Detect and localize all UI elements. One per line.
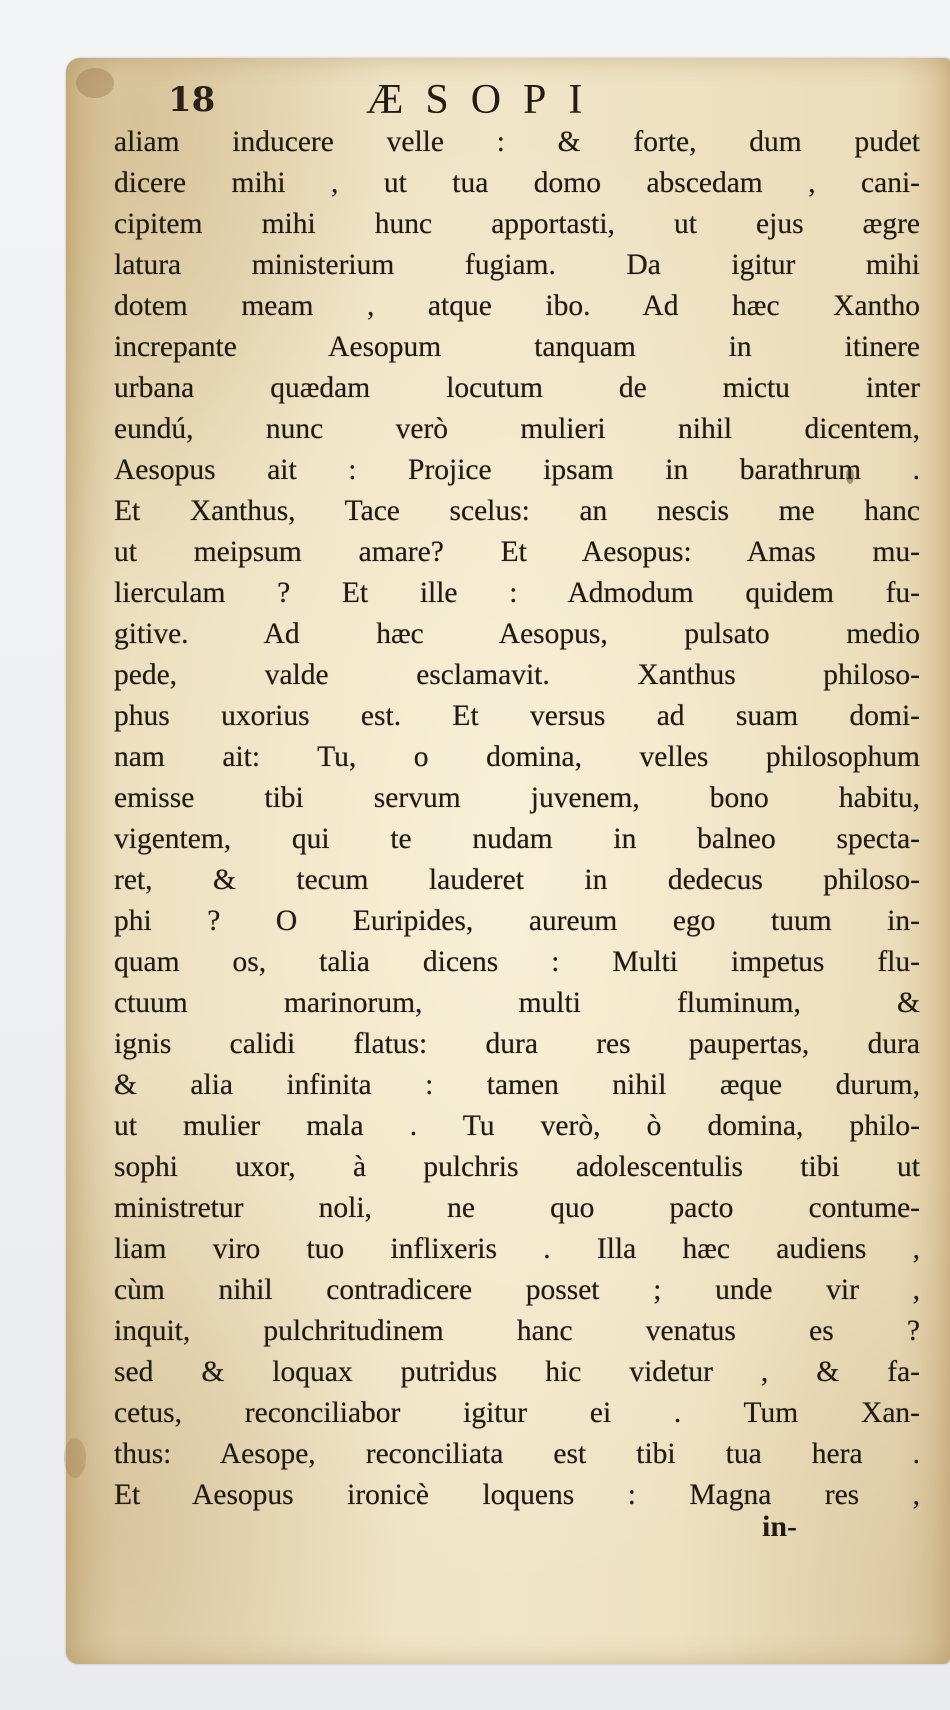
text-line: & alia infinita : tamen nihil æque durum, [114, 1069, 920, 1101]
text-line: ministretur noli, ne quo pacto contume- [114, 1192, 920, 1224]
text-line: ctuum marinorum, multi fluminum, & [114, 987, 920, 1019]
text-line: ut meipsum amare? Et Aesopus: Amas mu- [114, 536, 920, 568]
text-line: cipitem mihi hunc apportasti, ut ejus ægre [114, 208, 920, 240]
text-line: aliam inducere velle : & forte, dum pudet [114, 126, 920, 158]
text-line: dotem meam , atque ibo. Ad hæc Xantho [114, 290, 920, 322]
book-page [66, 58, 950, 1664]
running-head: ÆSOPI [366, 77, 605, 123]
text-line: urbana quædam locutum de mictu inter [114, 372, 920, 404]
text-line: eundú, nunc verò mulieri nihil dicentem, [114, 413, 920, 445]
text-line: Aesopus ait : Projice ipsam in barathrum . [114, 454, 920, 486]
text-line: ut mulier mala . Tu verò, ò domina, philo- [114, 1110, 920, 1142]
text-line: liam viro tuo inflixeris . Illa hæc audiens , [114, 1233, 920, 1265]
catchword-row [66, 1510, 950, 1554]
text-line: vigentem, qui te nudam in balneo specta- [114, 823, 920, 855]
catchword: in- [762, 1510, 798, 1543]
stain-mark [64, 1438, 86, 1478]
text-line: emisse tibi servum juvenem, bono habitu, [114, 782, 920, 814]
text-line: sophi uxor, à pulchris adolescentulis tibi ut [114, 1151, 920, 1183]
text-block [114, 122, 920, 1516]
text-line: phi ? O Euripides, aureum ego tuum in- [114, 905, 920, 937]
text-line: cetus, reconciliabor igitur ei . Tum Xan- [114, 1397, 920, 1429]
text-line: Et Aesopus ironicè loquens : Magna res , [114, 1479, 920, 1511]
text-line: increpante Aesopum tanquam in itinere [114, 331, 920, 363]
text-line: quam os, talia dicens : Multi impetus flu- [114, 946, 920, 978]
text-line: pede, valde esclamavit. Xanthus philoso- [114, 659, 920, 691]
text-line: gitive. Ad hæc Aesopus, pulsato medio [114, 618, 920, 650]
text-line: nam ait: Tu, o domina, velles philosophum [114, 741, 920, 773]
text-line: dicere mihi , ut tua domo abscedam , cani- [114, 167, 920, 199]
text-line: sed & loquax putridus hic videtur , & fa- [114, 1356, 920, 1388]
text-line: latura ministerium fugiam. Da igitur mihi [114, 249, 920, 281]
text-line: phus uxorius est. Et versus ad suam domi- [114, 700, 920, 732]
text-line: thus: Aesope, reconciliata est tibi tua hera . [114, 1438, 920, 1470]
text-line: Et Xanthus, Tace scelus: an nescis me hanc [114, 495, 920, 527]
text-line: cùm nihil contradicere posset ; unde vir , [114, 1274, 920, 1306]
text-line: lierculam ? Et ille : Admodum quidem fu- [114, 577, 920, 609]
text-line: ignis calidi flatus: dura res paupertas, dura [114, 1028, 920, 1060]
page-header [66, 76, 950, 128]
text-line: inquit, pulchritudinem hanc venatus es ? [114, 1315, 920, 1347]
page-number: 18 [168, 80, 216, 120]
text-line: ret, & tecum lauderet in dedecus philoso- [114, 864, 920, 896]
